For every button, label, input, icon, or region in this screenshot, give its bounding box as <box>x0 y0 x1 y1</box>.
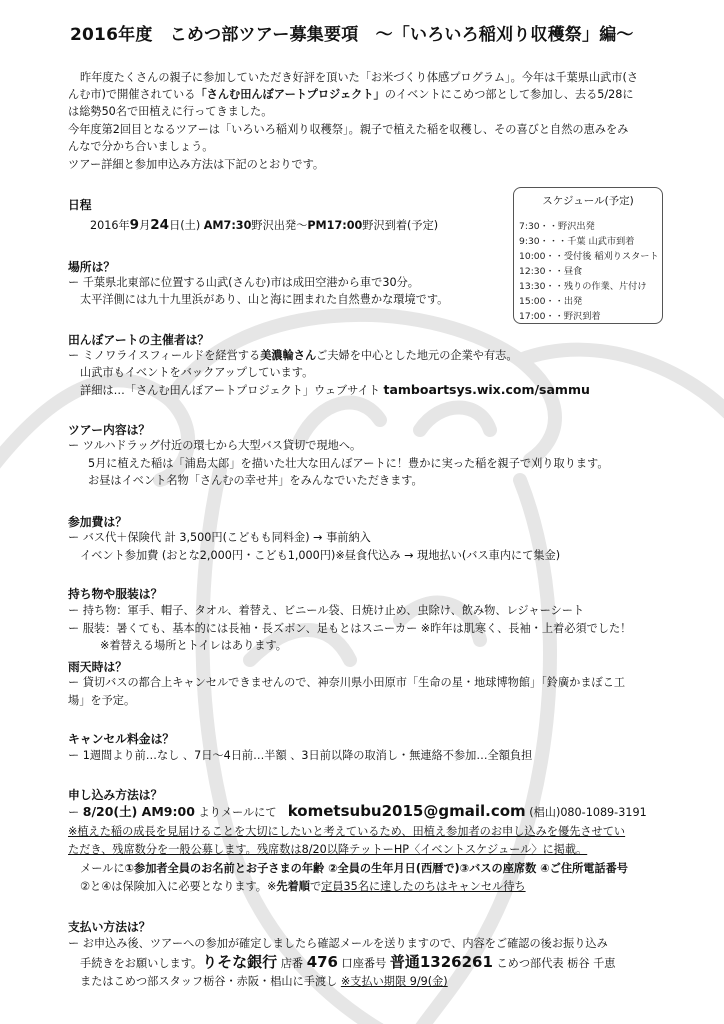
organizer-line-3 <box>80 382 590 399</box>
belongings-line-1: ー 持ち物：軍手、帽子、タオル、着替え、ビニール袋、日焼け止め、虫除け、飲み物、レジャーシート <box>68 604 585 617</box>
rain-line-2: 場」を予定。 <box>68 694 136 707</box>
apply-line-2: ※植えた稲の成長を見届けることを大切にしたいと考えているため、田植え参加者のお申し込みを優先させてい <box>68 825 626 838</box>
place-line-1: ー 千葉県北東部に位置する山武(さんむ)市は成田空港から車で30分。 <box>68 276 419 289</box>
branch-number: 476 <box>306 953 338 971</box>
fee-heading: 参加費は？ <box>68 515 127 529</box>
apply-text: ②と④は保険加入に必要となります。※ <box>80 880 277 893</box>
fee-line-1: ー バス代＋保険代 計 3,500円(こどもも同料金) → 事前納入 <box>68 531 371 544</box>
website-link[interactable]: tamboartsys.wix.com/sammu <box>383 382 590 397</box>
schedule-item: 12:30・・昼食 <box>519 266 583 277</box>
organizer-line-1 <box>68 348 518 364</box>
payment-line-2 <box>80 954 615 972</box>
account-number: 普通1326261 <box>389 953 493 971</box>
payment-line-3 <box>80 974 448 990</box>
intro-line-3: は総勢50名で田植えに行ってきました。 <box>68 105 273 118</box>
date-line <box>90 217 438 234</box>
schedule-item: 9:30・・・千葉 山武市到着 <box>519 236 635 247</box>
organizer-text: ご夫婦を中心とした地元の企業や有志。 <box>316 349 518 362</box>
contact-phone: (椙山)080-1089-3191 <box>525 806 647 819</box>
apply-text: よりメールにて <box>194 806 288 819</box>
apply-line-4 <box>80 861 628 877</box>
apply-line-5 <box>80 879 526 895</box>
payment-text: 口座番号 <box>338 957 390 970</box>
apply-text: ー <box>68 806 83 819</box>
tour-heading: ツアー内容は？ <box>68 423 151 437</box>
apply-text: で <box>309 880 322 893</box>
schedule-item: 10:00・・受付後 稲刈りスタート <box>519 251 659 262</box>
page-title: 2016年度 こめつ部ツアー募集要項 〜「いろいろ稲刈り収穫祭」編〜 <box>70 25 634 45</box>
date-month: 9 <box>129 217 140 233</box>
belongings-heading: 持ち物や服装は？ <box>68 587 163 601</box>
schedule-box <box>513 187 663 324</box>
intro-text: のイベントにこめつ部として参加し、去る5/28に <box>384 88 634 101</box>
place-line-2: 太平洋側には九十九里浜があり、山と海に囲まれた自然豊かな環境です。 <box>80 293 449 306</box>
payment-text: 店番 <box>277 957 307 970</box>
schedule-item: 15:00・・出発 <box>519 296 583 307</box>
project-name: 「さんむ田んぼアートプロジェクト」 <box>195 88 385 101</box>
apply-heading: 申し込み方法は？ <box>68 788 163 802</box>
schedule-item: 7:30・・野沢出発 <box>519 221 595 232</box>
date-text: 野沢到着(予定) <box>362 219 439 232</box>
intro-line-1: 昨年度たくさんの親子に参加していただき好評を頂いた「お米づくり体感プログラム」。今年は千葉県山武市(さ <box>80 71 639 84</box>
fee-line-2: イベント参加費 (おとな2,000円・こども1,000円)※昼食代込み → 現地払い(バス車内にて集金) <box>80 549 561 562</box>
payment-text: 手続きをお願いします。 <box>80 957 203 970</box>
belongings-line-2: ー 服装：暑くても、基本的には長袖・長ズボン、足もとはスニーカー ※昨年は肌寒く、長袖・上着必須でした！ <box>68 622 632 635</box>
date-text: 野沢出発〜 <box>251 219 308 232</box>
date-text: 日(土) <box>169 219 201 232</box>
cancel-line-1: ー 1週間より前…なし 、7日〜4日前…半額 、3日前以降の取消し・無連絡不参加…全額負担 <box>68 749 533 762</box>
intro-text: んむ市)で開催されている <box>68 88 196 101</box>
payment-text: またはこめつ部スタッフ栃谷・赤阪・椙山に手渡し <box>80 975 341 988</box>
account-holder: こめつ部代表 栃谷 千恵 <box>492 957 616 970</box>
intro-line-5: んなで分かち合いましょう。 <box>68 140 214 153</box>
intro-line-2 <box>68 87 634 103</box>
organizer-line-2: 山武市もイベントをバックアップしています。 <box>80 366 314 379</box>
organizer-text: 詳細は…「さんむ田んぼアートプロジェクト」ウェブサイト <box>80 384 384 397</box>
capacity-note: 定員35名に達したのちはキャンセル待ち <box>321 880 526 893</box>
schedule-title: スケジュール(予定) <box>542 195 634 207</box>
intro-line-6: ツアー詳細と参加申込み方法は下記のとおりです。 <box>68 158 325 171</box>
tour-line-2: 5月に植えた稲は「浦島太郎」を描いた壮大な田んぼアートに！豊かに実った稲を親子で刈り取ります。 <box>88 457 609 470</box>
tour-line-3: お昼はイベント名物「さんむの幸せ丼」をみんなでいただきます。 <box>88 474 423 487</box>
rain-heading: 雨天時は？ <box>68 660 127 674</box>
belongings-line-3: ※着替える場所とトイレはあります。 <box>100 639 287 652</box>
date-text: 月 <box>139 219 151 232</box>
organizer-text: ー ミノワライスフィールドを経営する <box>68 349 261 362</box>
departure-time: AM7:30 <box>203 219 252 232</box>
organizer-name: 美濃輪さん <box>260 349 317 362</box>
date-heading: 日程 <box>68 198 92 212</box>
rain-line-1: ー 貸切バスの都合上キャンセルできませんので、神奈川県小田原市「生命の星・地球博物館」「鈴廣かまぼこ工 <box>68 676 626 689</box>
payment-heading: 支払い方法は？ <box>68 920 151 934</box>
required-info: ①参加者全員のお名前とお子さまの年齢 ②全員の生年月日(西暦で)③バスの座席数 ④ご住所電話番号 <box>124 862 628 875</box>
apply-line-1 <box>68 803 647 821</box>
bank-name: りそな銀行 <box>202 953 278 971</box>
apply-line-3: ただき、残席数分を一般公募します。残席数は8/20以降テットーHP〈イベントスケジュール〉に掲載。 <box>68 843 588 856</box>
payment-deadline: ※支払い期限 9/9(金) <box>340 975 448 988</box>
payment-line-1: ー お申込み後、ツアーへの参加が確定しましたら確認メールを送りますので、内容をご確認の後お振り込み <box>68 937 608 950</box>
first-come-note: 先着順 <box>276 880 310 893</box>
tour-line-1: ー ツルハドラッグ付近の環七から大型バス貸切で現地へ。 <box>68 439 362 452</box>
date-day: 24 <box>150 217 170 233</box>
schedule-item: 17:00・・野沢到着 <box>519 311 601 322</box>
cancel-heading: キャンセル料金は？ <box>68 732 175 746</box>
apply-start-datetime: 8/20(土) AM9:00 <box>82 804 195 819</box>
schedule-item: 13:30・・残りの作業、片付け <box>519 281 647 292</box>
apply-text: メールに <box>80 862 125 875</box>
organizer-heading: 田んぼアートの主催者は？ <box>68 333 210 347</box>
intro-line-4: 今年度第2回目となるツアーは「いろいろ稲刈り収穫祭」。親子で植えた稲を収穫し、その喜びと自然の恵みをみ <box>68 123 629 136</box>
email-link[interactable]: kometsubu2015@gmail.com <box>287 802 526 820</box>
date-text: 2016年 <box>90 219 130 232</box>
place-heading: 場所は？ <box>68 260 116 274</box>
arrival-time: PM17:00 <box>307 219 363 232</box>
